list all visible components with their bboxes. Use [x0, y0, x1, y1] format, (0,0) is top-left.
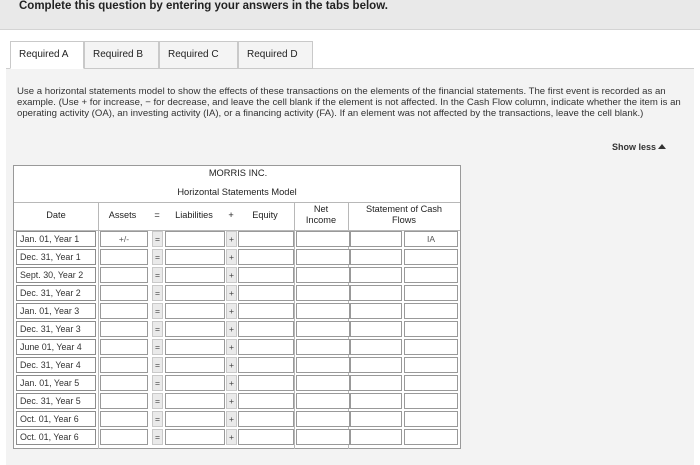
cash-flow-amount-input[interactable]	[350, 267, 402, 283]
header-cash-flows: Statement of Cash Flows	[365, 204, 443, 225]
cash-flow-amount-input[interactable]	[350, 231, 402, 247]
header-equity: Equity	[252, 210, 278, 220]
plus-sign: +	[226, 375, 237, 391]
cash-flow-amount-input[interactable]	[350, 285, 402, 301]
date-cell: Dec. 31, Year 3	[16, 321, 96, 337]
plus-sign: +	[226, 411, 237, 427]
date-cell: Dec. 31, Year 2	[16, 285, 96, 301]
net-income-input[interactable]	[296, 357, 350, 373]
equity-input[interactable]	[238, 267, 294, 283]
assets-input[interactable]	[100, 393, 148, 409]
cash-flow-amount-input[interactable]	[350, 429, 402, 445]
table-row	[14, 410, 460, 428]
equals-sign: =	[152, 411, 163, 427]
cash-flow-activity-input[interactable]	[404, 357, 458, 373]
horizontal-statements-table	[13, 165, 461, 449]
assets-input[interactable]	[100, 249, 148, 265]
liabilities-input[interactable]	[165, 411, 225, 427]
cash-flow-activity-input[interactable]: IA	[404, 231, 458, 247]
table-row	[14, 374, 460, 392]
net-income-input[interactable]	[296, 339, 350, 355]
equals-sign: =	[152, 357, 163, 373]
date-cell: Jan. 01, Year 3	[16, 303, 96, 319]
equals-sign: =	[152, 429, 163, 445]
instruction-text: Complete this question by entering your answers in the tabs below.	[19, 0, 388, 12]
model-title: Horizontal Statements Model	[177, 187, 297, 197]
assets-input[interactable]	[100, 357, 148, 373]
table-row	[14, 302, 460, 320]
net-income-input[interactable]	[296, 303, 350, 319]
equals-sign: =	[152, 249, 163, 265]
date-cell: Jan. 01, Year 1	[16, 231, 96, 247]
tab-required-a[interactable]: Required A	[10, 41, 84, 69]
table-row	[14, 230, 460, 248]
question-instructions: Use a horizontal statements model to show the effects of these transactions on the elements of the financial statements. The first event is recorded as an example. (Use + for increase, − for decrease, and leave the cell blank if the element is not affected. In the Cash Flow column, indicate whether the item is an operating activity (OA), an investing activity (IA), or a financing activity (FA). If an element was not affected by the transactions, leave the cell blank.)	[17, 86, 681, 120]
cash-flow-amount-input[interactable]	[350, 321, 402, 337]
tab-required-c[interactable]: Required C	[159, 41, 238, 69]
equity-input[interactable]	[238, 285, 294, 301]
assets-input[interactable]	[100, 321, 148, 337]
plus-sign: +	[226, 267, 237, 283]
table-row	[14, 338, 460, 356]
table-row	[14, 356, 460, 374]
liabilities-input[interactable]	[165, 393, 225, 409]
net-income-input[interactable]	[296, 411, 350, 427]
assets-input[interactable]	[100, 411, 148, 427]
cash-flow-amount-input[interactable]	[350, 249, 402, 265]
table-row	[14, 392, 460, 410]
assets-input[interactable]	[100, 375, 148, 391]
plus-sign: +	[226, 339, 237, 355]
plus-sign: +	[226, 231, 237, 247]
date-cell: Sept. 30, Year 2	[16, 267, 96, 283]
date-cell: Oct. 01, Year 6	[16, 411, 96, 427]
equity-input[interactable]	[238, 393, 294, 409]
equity-input[interactable]	[238, 231, 294, 247]
cash-flow-activity-input[interactable]	[404, 339, 458, 355]
cash-flow-activity-input[interactable]	[404, 411, 458, 427]
cash-flow-activity-input[interactable]	[404, 375, 458, 391]
plus-sign: +	[226, 393, 237, 409]
show-less-link[interactable]	[612, 142, 666, 152]
net-income-input[interactable]	[296, 375, 350, 391]
equity-input[interactable]	[238, 249, 294, 265]
liabilities-input[interactable]	[165, 231, 225, 247]
equals-sign: =	[152, 339, 163, 355]
header-liabilities: Liabilities	[175, 210, 213, 220]
equals-sign: =	[152, 231, 163, 247]
date-cell: June 01, Year 4	[16, 339, 96, 355]
header-assets: Assets	[108, 210, 137, 220]
cash-flow-activity-input[interactable]	[404, 303, 458, 319]
table-row	[14, 266, 460, 284]
equals-sign: =	[152, 285, 163, 301]
table-row	[14, 428, 460, 446]
equals-sign: =	[152, 321, 163, 337]
cash-flow-activity-input[interactable]	[404, 267, 458, 283]
cash-flow-amount-input[interactable]	[350, 393, 402, 409]
plus-sign: +	[226, 357, 237, 373]
caret-up-icon	[658, 144, 666, 149]
equity-input[interactable]	[238, 429, 294, 445]
cash-flow-amount-input[interactable]	[350, 357, 402, 373]
net-income-input[interactable]	[296, 393, 350, 409]
cash-flow-amount-input[interactable]	[350, 303, 402, 319]
cash-flow-activity-input[interactable]	[404, 429, 458, 445]
cash-flow-amount-input[interactable]	[350, 375, 402, 391]
assets-input[interactable]	[100, 339, 148, 355]
assets-input[interactable]	[100, 303, 148, 319]
liabilities-input[interactable]	[165, 375, 225, 391]
plus-sign: +	[226, 321, 237, 337]
tab-required-d[interactable]: Required D	[238, 41, 313, 69]
plus-sign: +	[226, 303, 237, 319]
equity-input[interactable]	[238, 375, 294, 391]
cash-flow-activity-input[interactable]	[404, 249, 458, 265]
header-plus: +	[228, 210, 234, 220]
equals-sign: =	[152, 267, 163, 283]
cash-flow-activity-input[interactable]	[404, 393, 458, 409]
liabilities-input[interactable]	[165, 267, 225, 283]
date-cell: Dec. 31, Year 4	[16, 357, 96, 373]
table-row	[14, 320, 460, 338]
net-income-input[interactable]	[296, 285, 350, 301]
liabilities-input[interactable]	[165, 303, 225, 319]
header-net-income: Net Income	[305, 204, 337, 225]
cash-flow-amount-input[interactable]	[350, 339, 402, 355]
net-income-input[interactable]	[296, 231, 350, 247]
equity-input[interactable]	[238, 321, 294, 337]
net-income-input[interactable]	[296, 267, 350, 283]
divider	[14, 202, 460, 203]
cash-flow-amount-input[interactable]	[350, 411, 402, 427]
date-cell: Oct. 01, Year 6	[16, 429, 96, 445]
cash-flow-activity-input[interactable]	[404, 321, 458, 337]
liabilities-input[interactable]	[165, 339, 225, 355]
equals-sign: =	[152, 303, 163, 319]
show-less-label: Show less	[612, 142, 657, 152]
net-income-input[interactable]	[296, 429, 350, 445]
net-income-input[interactable]	[296, 249, 350, 265]
plus-sign: +	[226, 249, 237, 265]
assets-input[interactable]: +/-	[100, 231, 148, 247]
date-cell: Dec. 31, Year 5	[16, 393, 96, 409]
net-income-input[interactable]	[296, 321, 350, 337]
equity-input[interactable]	[238, 303, 294, 319]
header-date: Date	[46, 210, 66, 220]
equals-sign: =	[152, 375, 163, 391]
table-row	[14, 248, 460, 266]
table-row	[14, 284, 460, 302]
tab-required-b[interactable]: Required B	[84, 41, 159, 69]
equity-input[interactable]	[238, 411, 294, 427]
plus-sign: +	[226, 429, 237, 445]
company-name: MORRIS INC.	[208, 168, 268, 178]
liabilities-input[interactable]	[165, 321, 225, 337]
liabilities-input[interactable]	[165, 249, 225, 265]
assets-input[interactable]	[100, 429, 148, 445]
liabilities-input[interactable]	[165, 357, 225, 373]
equals-sign: =	[152, 393, 163, 409]
requirement-tabs	[10, 41, 313, 69]
liabilities-input[interactable]	[165, 429, 225, 445]
plus-sign: +	[226, 285, 237, 301]
date-cell: Jan. 01, Year 5	[16, 375, 96, 391]
cash-flow-activity-input[interactable]	[404, 285, 458, 301]
liabilities-input[interactable]	[165, 285, 225, 301]
assets-input[interactable]	[100, 267, 148, 283]
equity-input[interactable]	[238, 357, 294, 373]
date-cell: Dec. 31, Year 1	[16, 249, 96, 265]
instruction-banner	[0, 0, 700, 30]
equity-input[interactable]	[238, 339, 294, 355]
header-equals: =	[154, 210, 160, 220]
assets-input[interactable]	[100, 285, 148, 301]
